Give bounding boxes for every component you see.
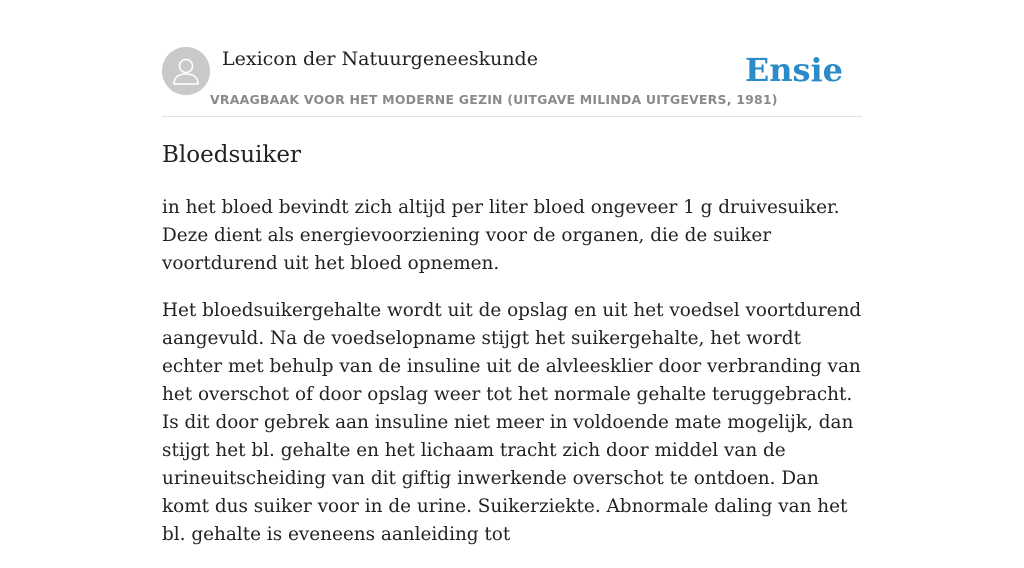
user-silhouette-icon[interactable]	[162, 47, 210, 95]
source-header	[162, 46, 862, 117]
article-paragraph: Het bloedsuikergehalte wordt uit de opslag en uit het voedsel voortdurend aangevuld. Na de voedselopname stijgt het suikergehalte, het wordt echter met behulp van de insuline uit de alvleesklier door verbranding van het overschot of door opslag weer tot het normale gehalte teruggebracht. Is dit door gebrek aan insuline niet meer in voldoende mate mogelijk, dan stijgt het bl. gehalte en het lichaam tracht zich door middel van de urineuitscheiding van dit giftig inwerkende overschot te ontdoen. Dan komt dus suiker voor in de urine. Suikerziekte. Abnormale daling van het bl. gehalte is eveneens aanleiding tot	[162, 300, 862, 545]
article	[162, 138, 862, 568]
article-title: Bloedsuiker	[162, 142, 301, 168]
source-title[interactable]: Lexicon der Natuurgeneeskunde	[222, 48, 538, 70]
article-paragraph: in het bloed bevindt zich altijd per liter bloed ongeveer 1 g druivesuiker. Deze dient als energievoorziening voor de organen, die de suiker voortdurend uit het bloed opnemen.	[162, 197, 840, 274]
brand-logo[interactable]: Ensie	[744, 51, 843, 89]
source-subtitle: VRAAGBAAK VOOR HET MODERNE GEZIN (UITGAVE MILINDA UITGEVERS, 1981)	[210, 92, 778, 107]
